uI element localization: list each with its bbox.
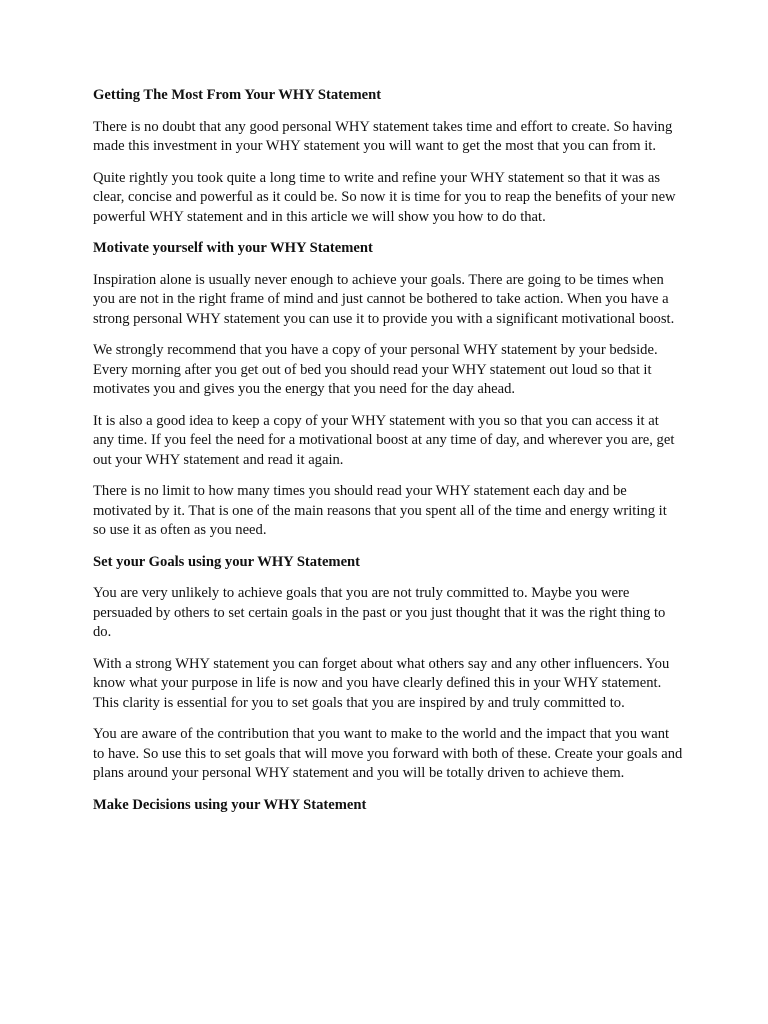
paragraph: With a strong WHY statement you can forget about what others say and any other influencers. You know what your purpose in life is now and you have clearly defined this in your WHY statement. This clarity is essential for you to set goals that you are inspired by and truly committed to. xyxy=(93,655,670,711)
document-page xyxy=(93,86,683,827)
paragraph: You are aware of the contribution that you want to make to the world and the impact that you want to have. So use this to set goals that will move you forward with both of these. Create your goals and plans around your personal WHY statement and you will be totally driven to achieve them. xyxy=(93,726,683,781)
section-heading: Getting The Most From Your WHY Statement xyxy=(93,87,382,103)
paragraph: Quite rightly you took quite a long time to write and refine your WHY statement so that it was as clear, concise and powerful as it could be. So now it is time for you to reap the benefits of your new powerful WHY statement and in this article we will show you how to do that. xyxy=(93,169,676,225)
paragraph: There is no doubt that any good personal WHY statement takes time and effort to create. So having made this investment in your WHY statement you will want to get the most that you can from it. xyxy=(93,118,673,154)
section-heading: Set your Goals using your WHY Statement xyxy=(93,553,361,570)
paragraph: We strongly recommend that you have a copy of your personal WHY statement by your bedside. Every morning after you get out of bed you should read your WHY statement out loud so that it motivates you and gives you the energy that you need for the day ahead. xyxy=(93,342,658,397)
section-heading: Motivate yourself with your WHY Statement xyxy=(93,240,373,256)
paragraph: It is also a good idea to keep a copy of your WHY statement with you so that you can access it at any time. If you feel the need for a motivational boost at any time of day, and wherever you are, get out your WHY statement and read it again. xyxy=(93,412,675,468)
paragraph: There is no limit to how many times you should read your WHY statement each day and be motivated by it. That is one of the main reasons that you spent all of the time and energy writing it so use it as often as you need. xyxy=(93,483,667,538)
section-heading: Make Decisions using your WHY Statement xyxy=(93,796,367,813)
paragraph: Inspiration alone is usually never enough to achieve your goals. There are going to be times when you are not in the right frame of mind and just cannot be bothered to take action. When you have a strong personal WHY statement you can use it to provide you with a significant motivational boost. xyxy=(93,271,675,327)
paragraph: You are very unlikely to achieve goals that you are not truly committed to. Maybe you were persuaded by others to set certain goals in the past or you just thought that it was the right thing to do. xyxy=(93,585,666,640)
